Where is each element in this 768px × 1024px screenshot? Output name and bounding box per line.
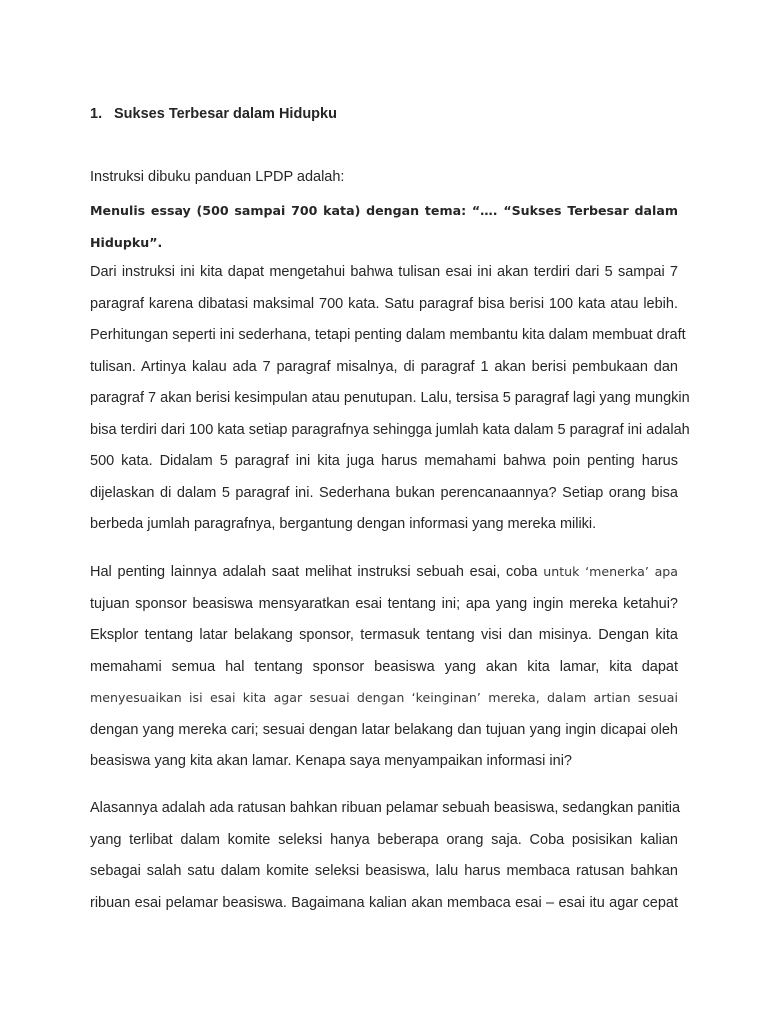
paragraph-line: menyesuaikan isi esai kita agar sesuai dengan ‘keinginan’ mereka, dalam artian sesuai [90,690,678,705]
paragraph-line: tulisan. Artinya kalau ada 7 paragraf misalnya, di paragraf 1 akan berisi pembukaan dan [90,358,678,375]
paragraph-line [90,559,678,591]
instruction-quote [90,198,678,261]
paragraph-line: beasiswa yang kita akan lamar. Kenapa saya menyampaikan informasi ini? [90,753,572,769]
paragraph-line: Perhitungan seperti ini sederhana, tetapi penting dalam membantu kita dalam membuat draft [90,327,686,343]
instruction-line: Menulis essay (500 sampai 700 kata) dengan tema: “…. “Sukses Terbesar dalam [90,203,678,218]
paragraph-line: Eksplor tentang latar belakang sponsor, termasuk tentang visi dan misinya. Dengan kita [90,627,678,643]
section-heading [90,106,337,122]
paragraph-line: ribuan esai pelamar beasiswa. Bagaimana kalian akan membaca esai – esai itu agar cepat [90,894,678,911]
paragraph-line: Alasannya adalah ada ratusan bahkan ribuan pelamar sebuah beasiswa, sedangkan panitia [90,800,681,816]
paragraph-line: dijelaskan di dalam 5 paragraf ini. Sederhana bukan perencanaannya? Setiap orang bisa [90,484,678,501]
paragraph-line: dengan yang mereka cari; sesuai dengan latar belakang dan tujuan yang ingin dicapai oleh [90,721,678,738]
paragraph-line-segment: Hal penting lainnya adalah saat melihat instruksi sebuah esai, coba [90,564,538,580]
paragraph-line: tujuan sponsor beasiswa mensyaratkan esai tentang ini; apa yang ingin mereka ketahui? [90,595,678,612]
paragraph-line: paragraf 7 akan berisi kesimpulan atau penutupan. Lalu, tersisa 5 paragraf lagi yang mungkin [90,390,690,406]
paragraph-line: memahami semua hal tentang sponsor beasiswa yang akan kita lamar, kita dapat [90,658,678,675]
paragraph-3 [90,795,681,921]
paragraph-line: sebagai salah satu dalam komite seleksi beasiswa, lalu harus membaca ratusan bahkan [90,863,678,879]
paragraph-1 [90,259,690,543]
paragraph-line: paragraf karena dibatasi maksimal 700 kata. Satu paragraf bisa berisi 100 kata atau lebih. [90,295,678,312]
paragraph-2 [90,559,678,780]
heading-number: 1. [90,106,103,122]
intro-text: Instruksi dibuku panduan LPDP adalah: [90,169,345,185]
paragraph-line: bisa terdiri dari 100 kata setiap paragrafnya sehingga jumlah kata dalam 5 paragraf ini adalah [90,421,690,438]
paragraph-line: yang terlibat dalam komite seleksi hanya beberapa orang saja. Coba posisikan kalian [90,831,678,848]
instruction-line: Hidupku”. [90,234,163,250]
paragraph-line: 500 kata. Didalam 5 paragraf ini kita juga harus memahami bahwa poin penting harus [90,453,678,469]
paragraph-line: Dari instruksi ini kita dapat mengetahui bahwa tulisan esai ini akan terdiri dari 5 sampai 7 [90,264,678,280]
paragraph-line: berbeda jumlah paragrafnya, bergantung dengan informasi yang mereka miliki. [90,516,597,532]
heading-title: Sukses Terbesar dalam Hidupku [114,106,337,122]
paragraph-line-segment: untuk ‘menerka’ apa [543,564,678,579]
